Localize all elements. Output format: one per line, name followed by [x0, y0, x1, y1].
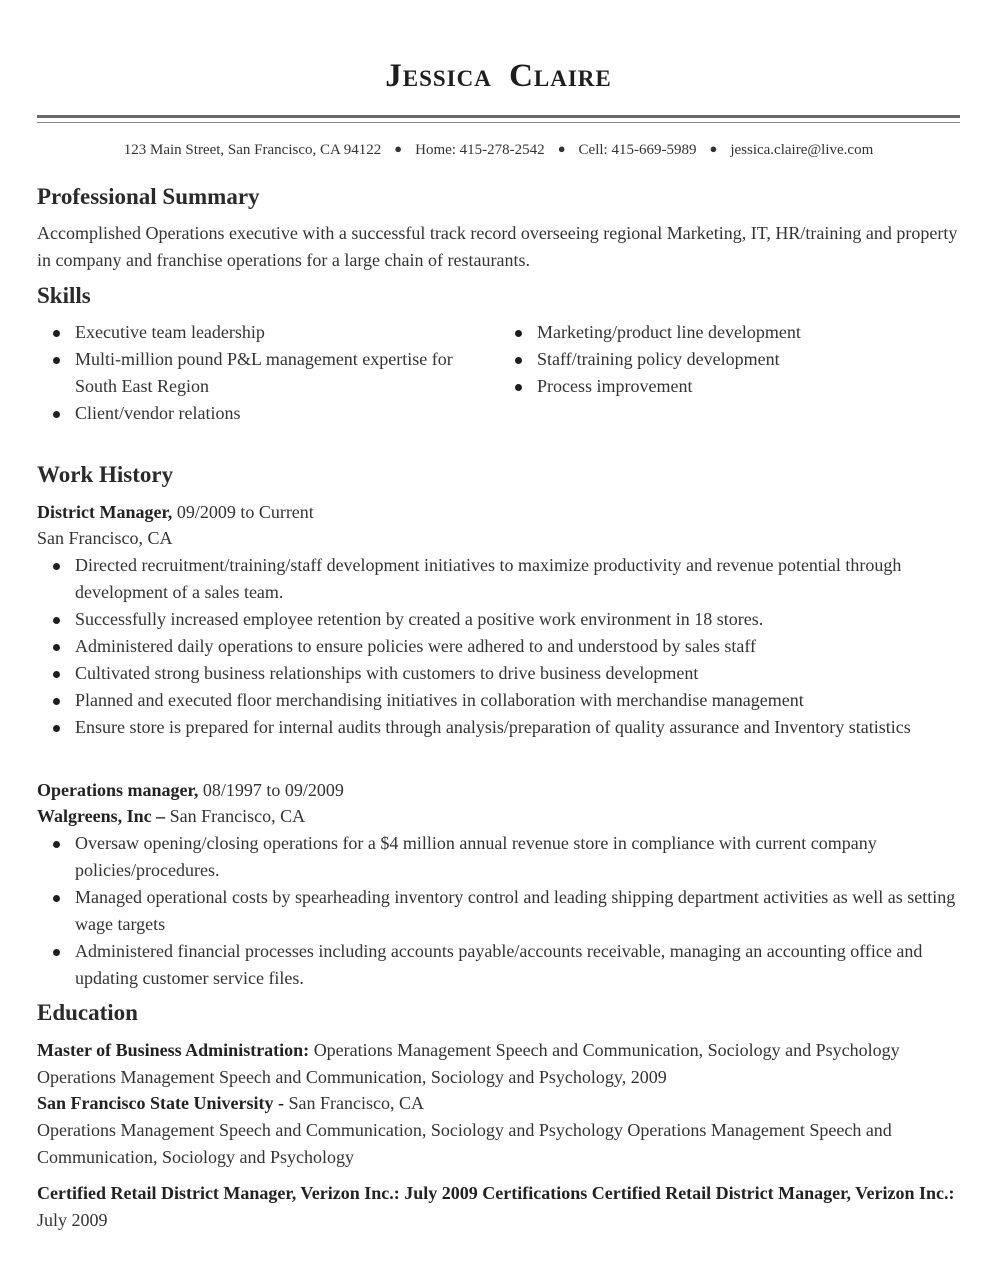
list-item: Planned and executed floor merchandising initiatives in collaboration with merchandise management — [37, 687, 960, 714]
list-item: Process improvement — [499, 373, 939, 400]
job-company: Walgreens, Inc – — [37, 806, 166, 826]
list-item: Directed recruitment/training/staff development initiatives to maximize productivity and revenue potential through development of a sales team. — [37, 552, 960, 606]
skills-list-left — [37, 319, 497, 427]
contact-home-phone: Home: 415-278-2542 — [415, 142, 545, 158]
header-rule-thin — [37, 122, 960, 123]
bullet-separator: ● — [394, 141, 403, 156]
list-item: Managed operational costs by spearheading inventory control and leading shipping department activities as well as setting wage targets — [37, 884, 960, 938]
list-item: Multi-million pound P&L management expertise for South East Region — [37, 346, 497, 400]
school-line — [37, 1090, 424, 1117]
bullet-icon — [53, 841, 60, 848]
bullet-icon — [515, 384, 522, 391]
list-item: Staff/training policy development — [499, 346, 939, 373]
bullet-icon — [53, 698, 60, 705]
school-name: San Francisco State University - — [37, 1093, 284, 1113]
list-item: Administered financial processes including accounts payable/accounts receivable, managing an accounting office and updating customer service files. — [37, 938, 960, 992]
header-rule-thick — [37, 115, 960, 118]
skills-list-right — [499, 319, 939, 400]
job-dates: 09/2009 to Current — [172, 502, 314, 522]
bullet-icon — [53, 563, 60, 570]
school-location: San Francisco, CA — [283, 1093, 424, 1113]
job-dates: 08/1997 to 09/2009 — [198, 780, 344, 800]
contact-address: 123 Main Street, San Francisco, CA 94122 — [123, 142, 382, 158]
list-item: Cultivated strong business relationships with customers to drive business development — [37, 660, 960, 687]
list-item: Marketing/product line development — [499, 319, 939, 346]
certification-date: July 2009 — [37, 1210, 108, 1230]
contact-email[interactable]: jessica.claire@live.com — [730, 142, 874, 158]
degree-text: Operations Management Speech and Communication, Sociology and Psychology Operations Management Speech and Communication, Sociology and Psychology, 2009 — [37, 1040, 900, 1087]
job-bullets — [37, 552, 960, 741]
work-history-heading: Work History — [37, 462, 174, 487]
education-heading: Education — [37, 1000, 138, 1025]
summary-heading: Professional Summary — [37, 184, 260, 209]
bullet-icon — [53, 617, 60, 624]
bullet-icon — [53, 895, 60, 902]
bullet-icon — [53, 330, 60, 337]
bullet-icon — [53, 725, 60, 732]
summary-text: Accomplished Operations executive with a successful track record overseeing regional Marketing, IT, HR/training and property in company and franchise operations for a large chain of restaurants. — [37, 223, 958, 270]
job-bullets — [37, 830, 960, 992]
bullet-separator: ● — [557, 141, 566, 156]
certification-entry — [37, 1180, 960, 1234]
job-title: District Manager, — [37, 502, 173, 522]
list-item: Client/vendor relations — [37, 400, 497, 427]
skills-heading: Skills — [37, 283, 91, 308]
list-item: Oversaw opening/closing operations for a $4 million annual revenue store in compliance with current company policies/procedures. — [37, 830, 960, 884]
job-title: Operations manager, — [37, 780, 199, 800]
contact-cell-phone: Cell: 415-669-5989 — [578, 142, 697, 158]
list-item: Executive team leadership — [37, 319, 497, 346]
bullet-icon — [515, 330, 522, 337]
job-location: San Francisco, CA — [37, 528, 173, 548]
list-item: Ensure store is prepared for internal audits through analysis/preparation of quality assurance and Inventory statistics — [37, 714, 960, 741]
candidate-name: Jessica Claire — [385, 58, 612, 94]
degree-entry — [37, 1037, 960, 1091]
list-item: Successfully increased employee retention by created a positive work environment in 18 stores. — [37, 606, 960, 633]
bullet-icon — [53, 411, 60, 418]
bullet-icon — [53, 357, 60, 364]
list-item: Administered daily operations to ensure policies were adhered to and understood by sales staff — [37, 633, 960, 660]
contact-line — [37, 142, 960, 159]
degree-label: Master of Business Administration: — [37, 1040, 310, 1060]
job-company-line — [37, 803, 305, 830]
bullet-icon — [53, 644, 60, 651]
bullet-icon — [53, 949, 60, 956]
job-title-line — [37, 499, 314, 526]
job-location: San Francisco, CA — [165, 806, 306, 826]
bullet-icon — [53, 671, 60, 678]
study-text: Operations Management Speech and Communication, Sociology and Psychology Operations Management Speech and Communication, Sociology and Psychology — [37, 1120, 892, 1167]
certification-label: Certified Retail District Manager, Verizon Inc.: July 2009 Certifications Certified Retail District Manager, Verizon Inc.: — [37, 1183, 955, 1203]
job-title-line — [37, 777, 344, 804]
bullet-icon — [515, 357, 522, 364]
bullet-separator: ● — [709, 141, 718, 156]
